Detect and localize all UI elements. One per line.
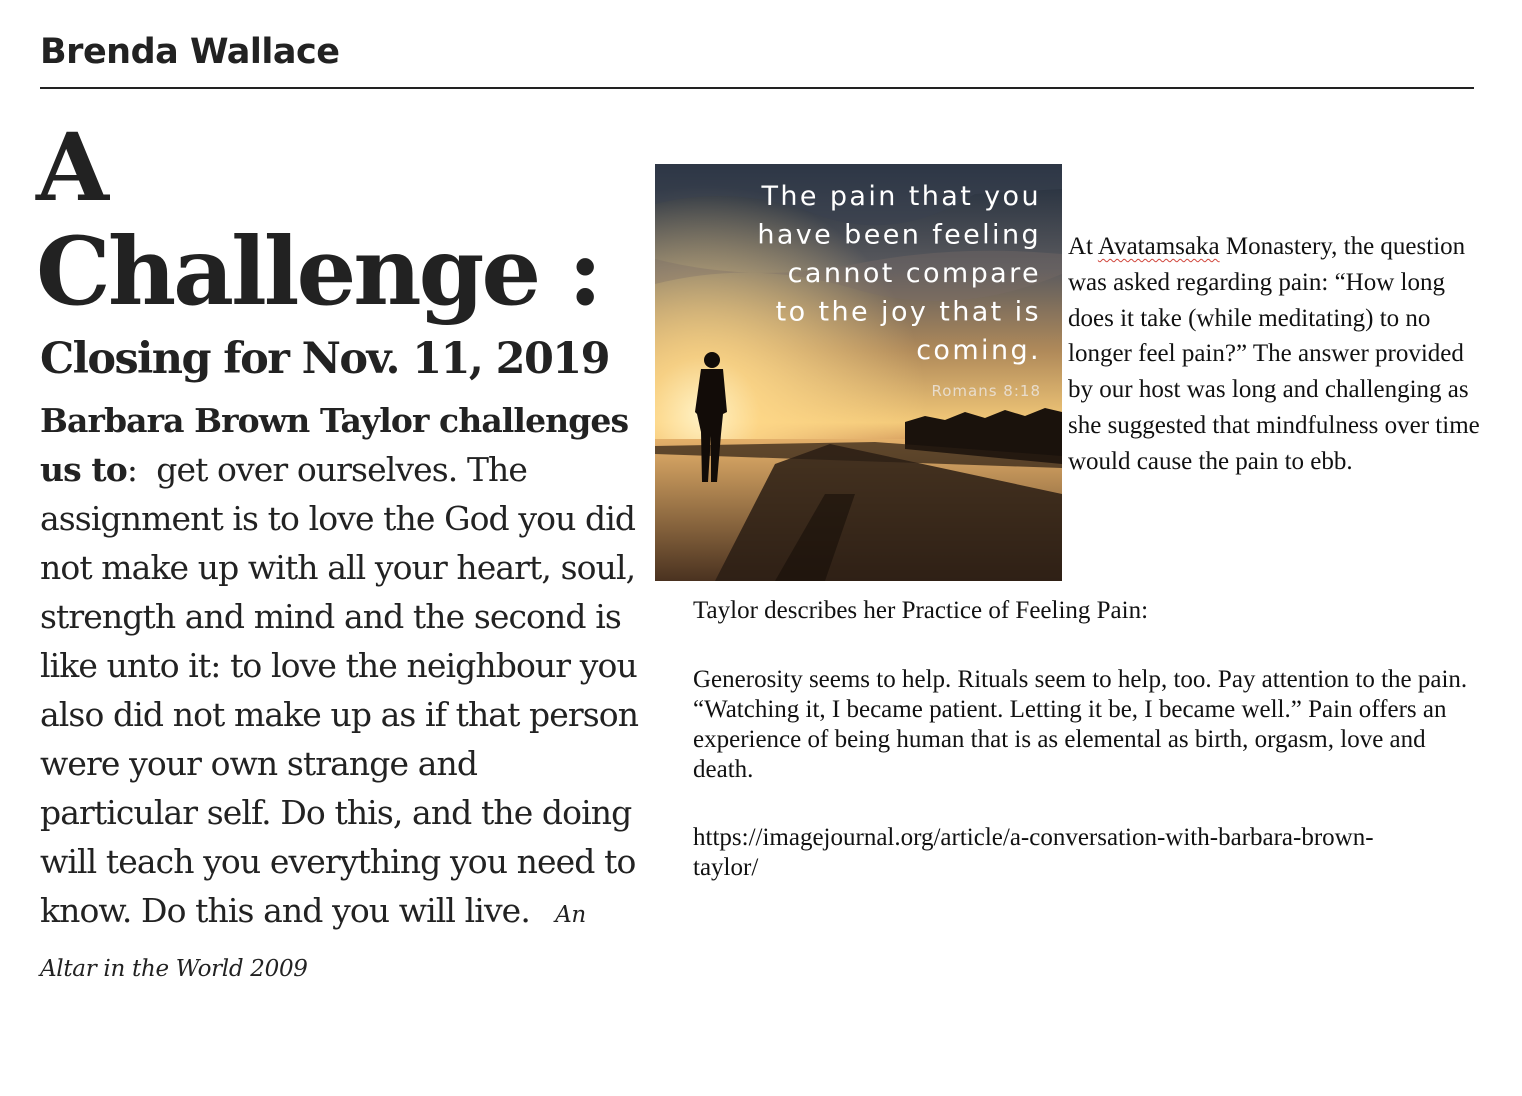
page-title [36, 113, 600, 327]
header-divider [40, 87, 1474, 89]
author-name: Brenda Wallace [40, 32, 340, 72]
challenge-colon: : [126, 450, 138, 489]
source-link[interactable]: https://imagejournal.org/article/a-conversation-with-barbara-brown-taylor/ [693, 824, 1374, 881]
title-line-2: Challenge : [36, 217, 600, 327]
page-subtitle: Closing for Nov. 11, 2019 [40, 334, 609, 384]
image-quote-line: coming. [916, 335, 1041, 366]
title-line-1: A [36, 113, 106, 223]
practice-heading: Taylor describes her Practice of Feeling Pain: [693, 597, 1149, 624]
challenge-paragraph [40, 396, 640, 994]
scripture-image [655, 164, 1062, 581]
practice-paragraph: Generosity seems to help. Rituals seem to help, too. Pay attention to the pain. “Watching it, I became patient. Letting it be, I became well.” Pain offers an experience of being human that is as elemental as birth, orgasm, love and death. [693, 666, 1468, 783]
image-reference: Romans 8:18 [931, 382, 1041, 400]
image-quote-line: The pain that you [761, 181, 1041, 212]
sunset-photo [655, 164, 1062, 581]
challenge-body: get over ourselves. The assignment is to love the God you did not make up with all your heart, soul, strength and mind and the second is like unto it: to love the neighbour you also did not make up as if that person were your own strange and particular self. Do this, and the doing will teach you everything you need to know. Do this and you will live. [40, 450, 639, 930]
challenge-lead: Barbara Brown Taylor challenges us to [40, 401, 629, 489]
image-quote-line: cannot compare [787, 258, 1041, 289]
monastery-paragraph [1068, 229, 1488, 480]
spellcheck-flagged-word: Avatamsaka [1097, 233, 1220, 260]
image-quote-line: have been feeling [757, 219, 1041, 251]
challenge-citation: An Altar in the World 2009 [40, 902, 586, 982]
monastery-body: Monastery, the question was asked regarding pain: “How long does it take (while meditating) to no longer feel pain?” The answer provided by our host was long and challenging as she suggested that mindfulness over time would cause the pain to ebb. [1068, 233, 1480, 475]
monastery-prefix: At [1068, 233, 1093, 260]
image-quote-line: to the joy that is [775, 296, 1041, 328]
